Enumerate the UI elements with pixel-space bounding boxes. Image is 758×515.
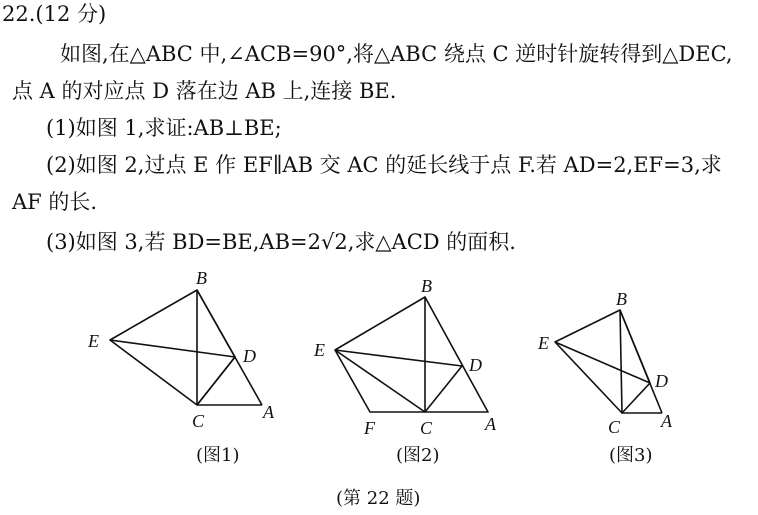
figure-3 bbox=[555, 310, 662, 413]
problem-caption: (第 22 题) bbox=[336, 488, 421, 509]
figure-2 bbox=[335, 297, 488, 412]
problem-intro-line1: 如图,在△ABC 中,∠ACB=90°,将△ABC 绕点 C 逆时针旋转得到△DEC, bbox=[60, 42, 733, 66]
fig1-caption: (图1) bbox=[196, 445, 240, 466]
question-2-line1: (2)如图 2,过点 E 作 EF∥AB 交 AC 的延长线于点 F.若 AD=2,EF=3,求 bbox=[46, 153, 722, 177]
fig2-segment-DC bbox=[425, 366, 462, 412]
problem-intro-line2: 点 A 的对应点 D 落在边 AB 上,连接 BE. bbox=[12, 79, 397, 103]
fig3-label-A: A bbox=[661, 411, 672, 431]
fig1-label-B: B bbox=[196, 268, 207, 288]
fig3-label-E: E bbox=[538, 333, 549, 353]
fig3-label-C: C bbox=[608, 417, 621, 437]
figure-1 bbox=[110, 290, 262, 405]
fig3-segment-BC bbox=[620, 310, 622, 413]
question-2-line2: AF 的长. bbox=[12, 190, 98, 214]
problem-number: 22. bbox=[2, 2, 36, 26]
fig2-label-B: B bbox=[421, 276, 432, 296]
problem-score: (12 分) bbox=[35, 2, 107, 26]
fig1-quadrilateral-BEC-D bbox=[110, 290, 235, 405]
fig2-caption: (图2) bbox=[396, 445, 440, 466]
fig3-caption: (图3) bbox=[609, 445, 653, 466]
fig1-label-C: C bbox=[192, 411, 205, 431]
fig2-label-E: E bbox=[314, 340, 325, 360]
fig2-label-D: D bbox=[469, 355, 482, 375]
fig3-label-D: D bbox=[655, 371, 668, 391]
fig3-quadrilateral bbox=[555, 310, 650, 413]
fig2-label-F: F bbox=[364, 418, 375, 438]
fig2-label-A: A bbox=[485, 414, 496, 434]
fig1-segment-DC bbox=[197, 357, 235, 405]
question-1: (1)如图 1,求证:AB⊥BE; bbox=[46, 116, 282, 140]
fig2-label-C: C bbox=[420, 418, 433, 438]
question-3: (3)如图 3,若 BD=BE,AB=2√2,求△ACD 的面积. bbox=[46, 230, 516, 254]
fig1-label-A: A bbox=[263, 402, 274, 422]
fig2-outer-shape bbox=[335, 297, 488, 412]
fig3-segment-AB bbox=[620, 310, 662, 413]
fig3-label-B: B bbox=[616, 289, 627, 309]
fig1-label-D: D bbox=[243, 346, 256, 366]
fig1-label-E: E bbox=[88, 331, 99, 351]
